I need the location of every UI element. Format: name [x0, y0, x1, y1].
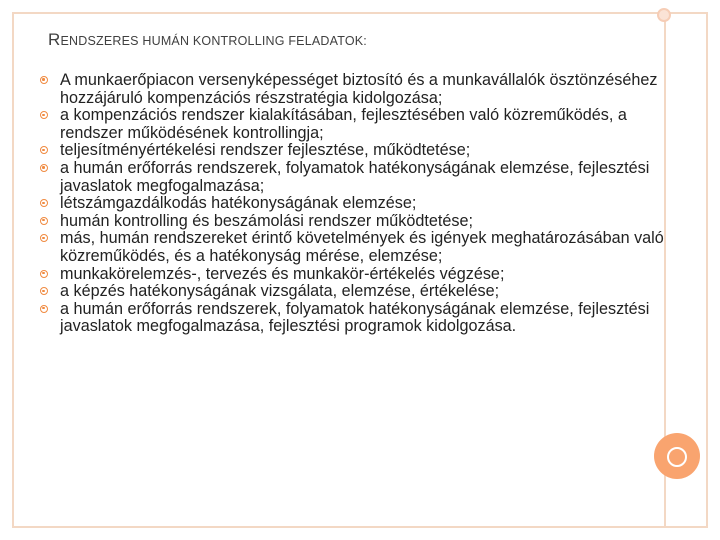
- list-item-text: A munkaerőpiacon versenyképességet biztosító és a munkavállalók ösztönzéséhez hozzájáruló kompenzációs részstratégia kidolgozása;: [60, 71, 658, 107]
- bullet-icon: [40, 111, 48, 119]
- list-item-text: a humán erőforrás rendszerek, folyamatok hatékonyságának elemzése, fejlesztési javaslatok megfogalmazása;: [60, 158, 650, 195]
- task-list: [40, 72, 670, 336]
- title-first-letter: R: [48, 30, 61, 49]
- decorative-circle-top: [657, 8, 671, 22]
- list-item: [40, 213, 670, 231]
- title-rest: ENDSZERES HUMÁN KONTROLLING FELADATOK:: [60, 34, 367, 48]
- list-item: [40, 107, 670, 142]
- list-item-text: a képzés hatékonyságának vizsgálata, elemzése, értékelése;: [60, 282, 500, 301]
- list-item-text: más, humán rendszereket érintő követelmények és igények meghatározásában való közreműködés, és a hatékonyság mérése, elemzése;: [60, 229, 664, 265]
- bullet-icon: [40, 234, 48, 242]
- list-item-text: a humán erőforrás rendszerek, folyamatok hatékonyságának elemzése, fejlesztési javaslatok megfogalmazása, fejlesztési programok kidolgozása.: [60, 299, 650, 336]
- list-item: [40, 195, 670, 213]
- list-item: [40, 266, 670, 284]
- decorative-ring: [667, 447, 687, 467]
- bullet-icon: [40, 199, 48, 207]
- bullet-icon: [40, 270, 48, 278]
- bullet-icon: [40, 76, 48, 84]
- bullet-icon: [40, 217, 48, 225]
- list-item-text: humán kontrolling és beszámolási rendszer működtetése;: [60, 211, 473, 230]
- bullet-icon: [40, 164, 48, 172]
- list-item-text: létszámgazdálkodás hatékonyságának elemzése;: [60, 194, 417, 213]
- bullet-icon: [40, 287, 48, 295]
- list-item: [40, 160, 670, 195]
- list-item-text: a kompenzációs rendszer kialakításában, fejlesztésében való közreműködés, a rendszer működésének kontrollingja;: [60, 106, 627, 142]
- list-item: [40, 142, 670, 160]
- list-item: [40, 283, 670, 301]
- slide-title: [48, 30, 367, 50]
- list-item-text: teljesítményértékelési rendszer fejlesztése, működtetése;: [60, 141, 471, 160]
- list-item: [40, 301, 670, 336]
- bullet-icon: [40, 146, 48, 154]
- list-item: [40, 230, 670, 265]
- bullet-icon: [40, 305, 48, 313]
- list-item-text: munkakörelemzés-, tervezés és munkakör-értékelés végzése;: [60, 264, 505, 283]
- list-item: [40, 72, 670, 107]
